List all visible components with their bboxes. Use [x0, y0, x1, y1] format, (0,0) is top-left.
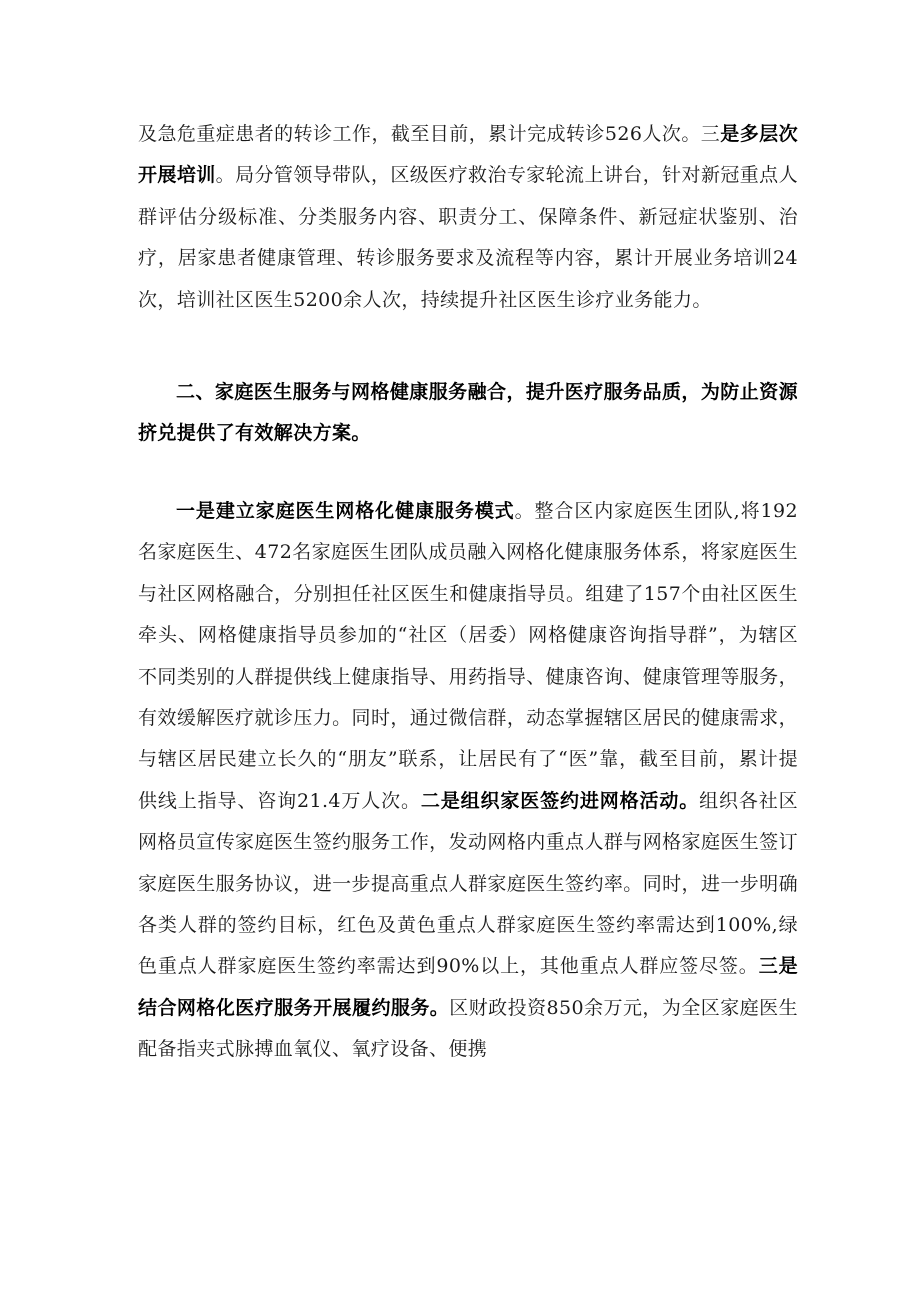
- paragraph-text: 。局分管领导带队，区级医疗救治专家轮流上讲台，针对新冠重点人群评估分级标准、分类服务内容、职责分工、保障条件、新冠症状鉴别、治疗，居家患者健康管理、转诊服务要求及流程等内容，累计开展业务培训24次，培训社区医生5200余人次，持续提升社区医生诊疗业务能力。: [138, 164, 798, 311]
- bold-lead-fulfillment: 三是结合网格化医疗服务开展履约服务。: [138, 955, 798, 1019]
- paragraph-referral-training: [138, 114, 798, 321]
- paragraph-family-doctor-grid: [138, 491, 798, 1071]
- bold-lead-signing: 二是组织家医签约进网格活动。: [420, 789, 700, 812]
- bold-lead-training: 是多层次开展培训: [138, 123, 798, 187]
- section-heading-2: [138, 372, 798, 455]
- paragraph-text: 及急危重症患者的转诊工作，截至目前，累计完成转诊526人次。三: [138, 123, 721, 145]
- paragraph-text: 组织各社区网格员宣传家庭医生签约服务工作，发动网格内重点人群与网格家庭医生签订家庭医生服务协议，进一步提高重点人群家庭医生签约率。同时，进一步明确各类人群的签约目标，红色及黄色重点人群家庭医生签约率需达到100%,绿色重点人群家庭医生签约率需达到90%以上，其他重点人群应签尽签。: [138, 789, 798, 978]
- paragraph-text: 。整合区内家庭医生团队,将192名家庭医生、472名家庭医生团队成员融入网格化健康服务体系，将家庭医生与社区网格融合，分别担任社区医生和健康指导员。组建了157个由社区医生牵头、网格健康指导员参加的“社区（居委）网格健康咨询指导群”，为辖区不同类别的人群提供线上健康指导、用药指导、健康咨询、健康管理等服务，有效缓解医疗就诊压力。同时，通过微信群，动态掌握辖区居民的健康需求，与辖区居民建立长久的“朋友”联系，让居民有了“医”靠，截至目前，累计提供线上指导、咨询21.4万人次。: [138, 500, 798, 812]
- bold-lead-grid-model: 一是建立家庭医生网格化健康服务模式: [176, 500, 515, 522]
- section-heading-text: 二、家庭医生服务与网格健康服务融合，提升医疗服务品质，为防止资源挤兑提供了有效解决方案。: [138, 381, 798, 445]
- paragraph-text: 区财政投资850余万元，为全区家庭医生配备指夹式脉搏血氧仪、氧疗设备、便携: [138, 996, 798, 1061]
